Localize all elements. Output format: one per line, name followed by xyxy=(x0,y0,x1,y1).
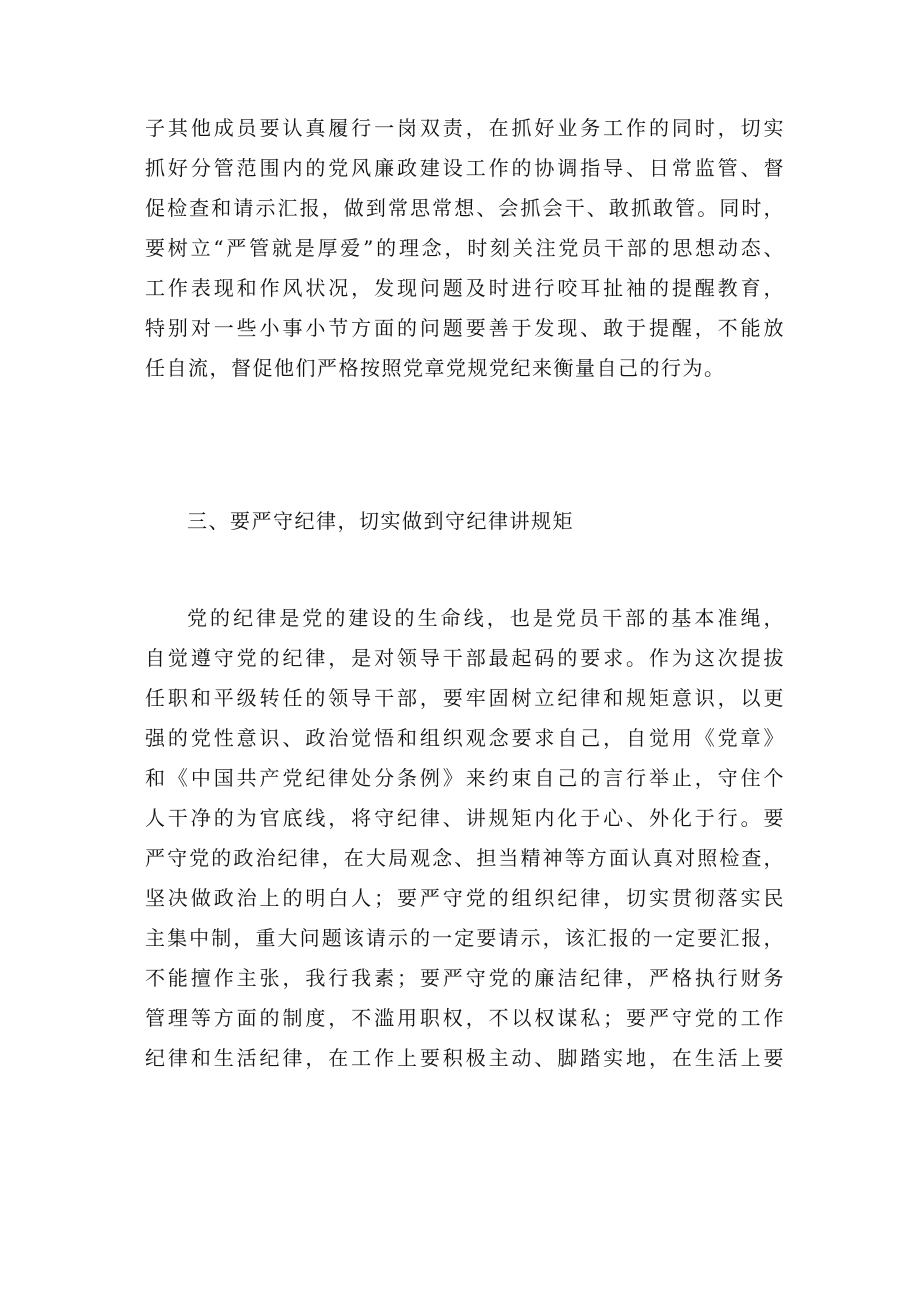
section-heading xyxy=(145,501,785,541)
text-line: 强的党性意识、政治觉悟和组织观念要求自己，自觉用《党章》 xyxy=(145,726,785,750)
text-line: 严守党的政治纪律，在大局观念、担当精神等方面认真对照检查， xyxy=(145,846,785,870)
text-line: 促检查和请示汇报，做到常思常想、会抓会干、敢抓敢管。同时， xyxy=(145,196,785,220)
text-line: 和《中国共产党纪律处分条例》来约束自己的言行举止，守住个 xyxy=(145,766,785,790)
text-line: 任自流，督促他们严格按照党章党规党纪来衡量自己的行为。 xyxy=(145,356,726,380)
text-line: 不能擅作主张，我行我素；要严守党的廉洁纪律，严格执行财务 xyxy=(145,966,785,990)
text-line: 纪律和生活纪律，在工作上要积极主动、脚踏实地，在生活上要 xyxy=(145,1046,785,1070)
text-line: 特别对一些小事小节方面的问题要善于发现、敢于提醒，不能放 xyxy=(145,316,785,340)
text-line: 任职和平级转任的领导干部，要牢固树立纪律和规矩意识，以更 xyxy=(145,686,785,710)
text-line: 子其他成员要认真履行一岗双责，在抓好业务工作的同时，切实 xyxy=(145,116,785,140)
text-line: 工作表现和作风状况，发现问题及时进行咬耳扯袖的提醒教育， xyxy=(145,276,785,300)
text-line: 要树立“严管就是厚爱”的理念，时刻关注党员干部的思想动态、 xyxy=(145,236,785,260)
text-line: 坚决做政治上的明白人；要严守党的组织纪律，切实贯彻落实民 xyxy=(145,886,785,910)
paragraph-continued xyxy=(145,108,785,388)
text-line: 党的纪律是党的建设的生命线，也是党员干部的基本准绳， xyxy=(187,606,785,630)
text-line: 自觉遵守党的纪律，是对领导干部最起码的要求。作为这次提拔 xyxy=(145,646,785,670)
text-line: 抓好分管范围内的党风廉政建设工作的协调指导、日常监管、督 xyxy=(145,156,785,180)
text-line: 管理等方面的制度，不滥用职权，不以权谋私；要严守党的工作 xyxy=(145,1006,785,1030)
paragraph-discipline xyxy=(145,598,785,1078)
section-heading-text: 三、要严守纪律，切实做到守纪律讲规矩 xyxy=(187,509,574,533)
text-line: 人干净的为官底线，将守纪律、讲规矩内化于心、外化于行。要 xyxy=(145,806,785,830)
text-line: 主集中制，重大问题该请示的一定要请示，该汇报的一定要汇报， xyxy=(145,926,785,950)
